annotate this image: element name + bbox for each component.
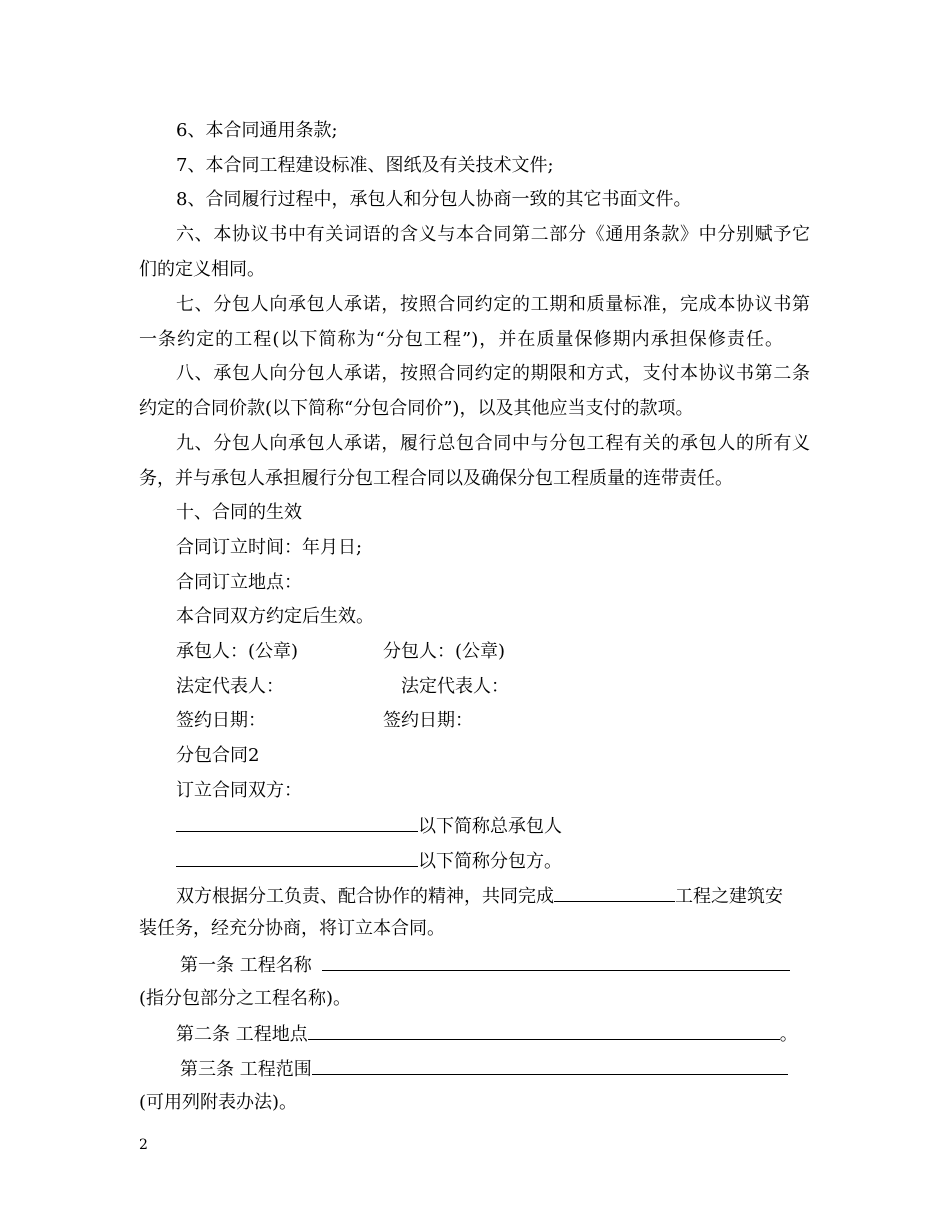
article-3-note: (可用列附表办法)。 (139, 1092, 298, 1113)
legal-rep-subcontractor: 法定代表人： (401, 676, 509, 697)
project-blank (554, 883, 675, 902)
sign-date-contractor: 签约日期： (176, 710, 266, 731)
page-number: 2 (139, 1137, 148, 1153)
article-3-line (180, 1056, 788, 1082)
article-2-blank (308, 1021, 780, 1040)
intro-pre: 双方根据分工负责、配合协作的精神，共同完成 (176, 886, 554, 907)
party-a-blank (176, 813, 418, 832)
article-9-line-2: 务，并与承包人承担履行分包工程合同以及确保分包工程质量的连带责任。 (139, 468, 733, 489)
effective-clause: 本合同双方约定后生效。 (176, 606, 374, 627)
sign-date-subcontractor: 签约日期： (383, 710, 473, 731)
article-8-line-2: 约定的合同价款(以下简称“分包合同价”)，以及其他应当支付的款项。 (139, 398, 694, 419)
article-1-line (180, 952, 790, 978)
article-7-line-2: 一条约定的工程(以下简称为“分包工程”)，并在质量保修期内承担保修责任。 (139, 329, 783, 350)
article-8-line-1: 八、承包人向分包人承诺，按照合同约定的期限和方式，支付本协议书第二条 (176, 363, 810, 384)
article-1-label: 第一条 工程名称 (180, 955, 312, 976)
intro-post: 工程之建筑安 (675, 886, 783, 907)
article-1-blank (322, 952, 790, 971)
contractor-seal: 承包人：(公章) (176, 641, 299, 662)
legal-rep-contractor: 法定代表人： (176, 676, 284, 697)
article-2-label: 第二条 工程地点 (176, 1024, 308, 1045)
signing-place: 合同订立地点： (176, 572, 302, 593)
article-3-blank (312, 1056, 788, 1075)
parties-intro: 订立合同双方： (176, 780, 302, 801)
article-10-heading: 十、合同的生效 (176, 502, 302, 523)
party-b-line (176, 848, 562, 874)
party-b-suffix: 以下简称分包方。 (418, 851, 562, 872)
article-9-line-1: 九、分包人向承包人承诺，履行总包合同中与分包工程有关的承包人的所有义 (176, 433, 810, 454)
clause-7: 7、本合同工程建设标准、图纸及有关技术文件; (176, 155, 554, 176)
intro-line-1 (176, 883, 783, 909)
article-1-note: (指分包部分之工程名称)。 (139, 988, 352, 1009)
intro-line-2: 装任务，经充分协商，将订立本合同。 (139, 918, 445, 939)
article-6-line-2: 们的定义相同。 (139, 259, 265, 280)
article-2-end: 。 (779, 1024, 798, 1045)
article-3-label: 第三条 工程范围 (180, 1059, 312, 1080)
party-b-blank (176, 848, 418, 867)
article-7-line-1: 七、分包人向承包人承诺，按照合同约定的工期和质量标准，完成本协议书第 (176, 294, 810, 315)
clause-6: 6、本合同通用条款; (176, 120, 338, 141)
party-a-suffix: 以下简称总承包人 (418, 816, 562, 837)
second-contract-title-text: 分包合同2 (176, 745, 260, 766)
party-a-line (176, 813, 562, 839)
clause-8: 8、合同履行过程中，承包人和分包人协商一致的其它书面文件。 (176, 189, 692, 210)
subcontractor-seal: 分包人：(公章) (383, 641, 506, 662)
article-6-line-1: 六、本协议书中有关词语的含义与本合同第二部分《通用条款》中分别赋予它 (176, 224, 810, 245)
article-2-line (176, 1021, 798, 1047)
signing-time: 合同订立时间：年月日; (176, 537, 363, 558)
